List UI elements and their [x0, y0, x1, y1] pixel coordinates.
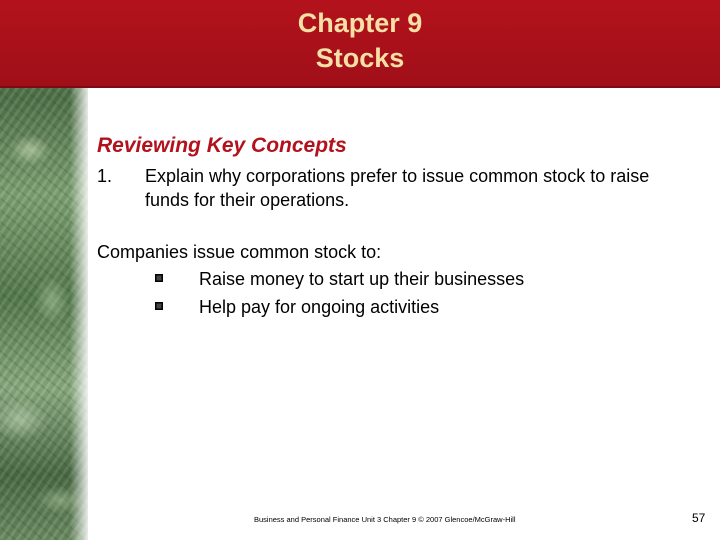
title-line-topic: Stocks — [315, 43, 405, 73]
question-text: Explain why corporations prefer to issue common stock to raise funds for their operations. — [145, 166, 650, 210]
list-item — [155, 295, 655, 323]
answer-intro: Companies issue common stock to: — [97, 242, 382, 262]
footer-credit: Business and Personal Finance Unit 3 Chapter 9 © 2007 Glencoe/McGraw-Hill — [254, 515, 516, 524]
title-line-chapter: Chapter 9 — [297, 8, 423, 38]
slide-title — [0, 6, 720, 76]
list-item — [155, 267, 655, 295]
square-bullet-icon — [155, 302, 163, 310]
title-banner — [0, 0, 720, 88]
bullet-text: Help pay for ongoing activities — [199, 297, 440, 317]
bullet-list — [155, 267, 655, 323]
question-number: 1. — [97, 166, 113, 186]
page-number: 57 — [692, 511, 706, 525]
square-bullet-icon — [155, 274, 163, 282]
section-heading: Reviewing Key Concepts — [97, 134, 347, 157]
bullet-text: Raise money to start up their businesses — [199, 269, 525, 289]
